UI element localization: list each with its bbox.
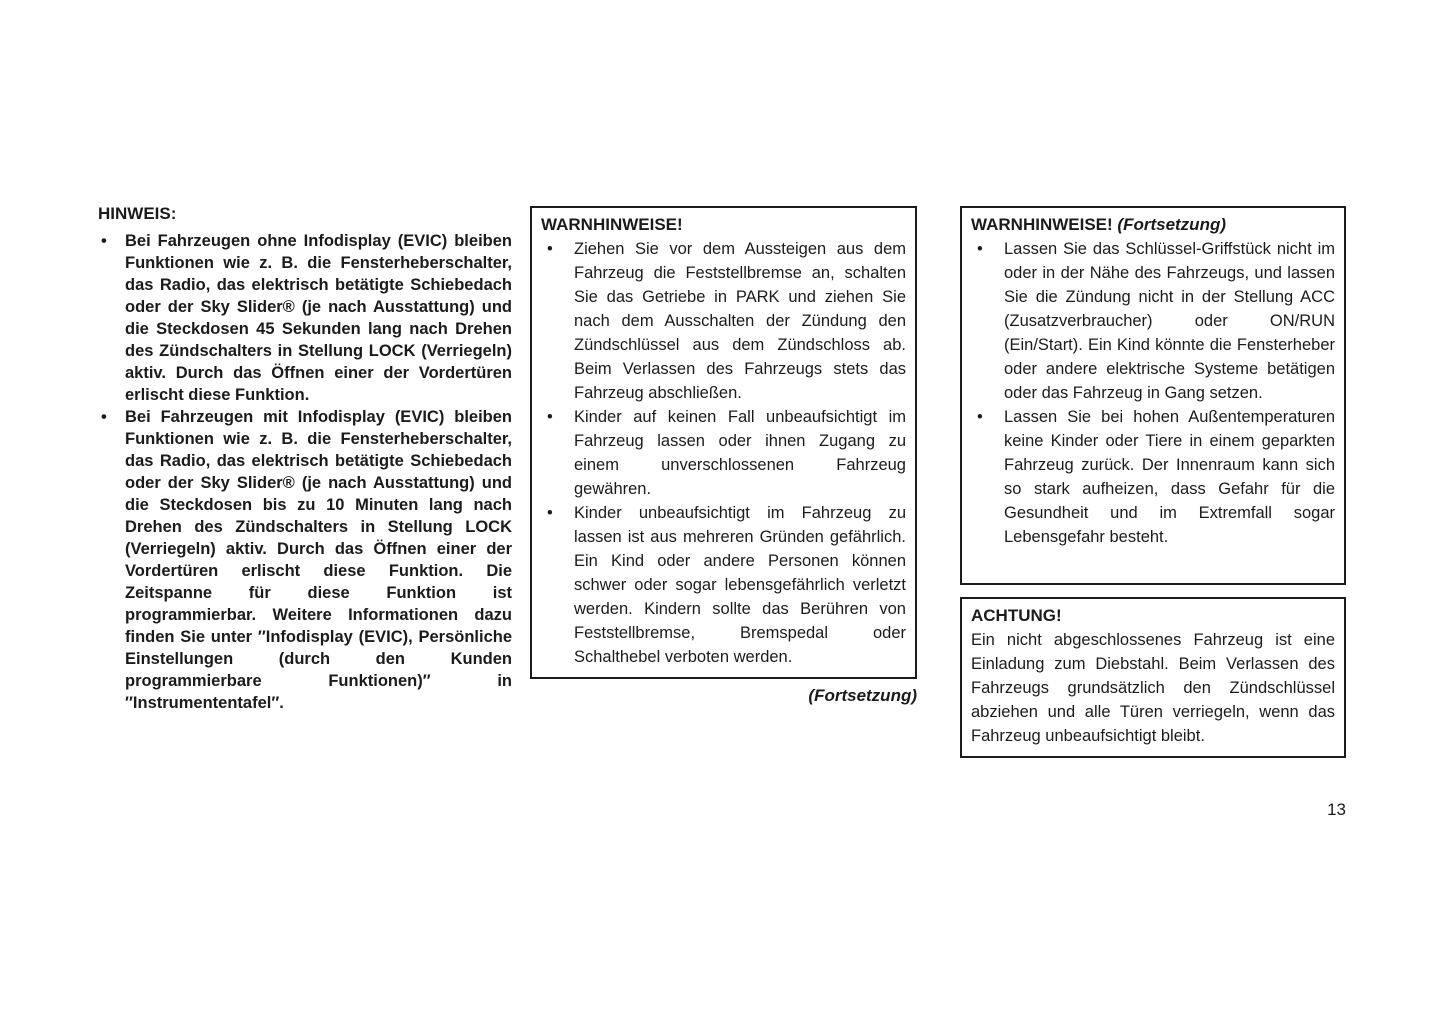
note-heading: HINWEIS: <box>98 204 177 223</box>
caution-box <box>960 597 1346 758</box>
caution-box-title: ACHTUNG! <box>971 606 1062 625</box>
warnings-continued-column <box>960 206 1346 758</box>
warning-cont-bullet-1: Lassen Sie das Schlüssel-Griffstück nicht im oder in der Nähe des Fahrzeugs, und lassen Sie die Zündung nicht in der Stellung ACC (Zusatzverbraucher) oder ON/RUN (Ein/Start). Ein Kind könnte die Fensterheber oder andere elektrische Systeme betätigen oder das Fahrzeug in Gang setzen. <box>1004 240 1335 402</box>
list-item <box>971 237 1335 405</box>
note-column <box>98 203 512 714</box>
note-bullet-2: Bei Fahrzeugen mit Infodisplay (EVIC) bleiben Funktionen wie z. B. die Fensterheberschalter, das Radio, das elektrisch betätigte Schiebedach oder der Sky Slider® (je nach Ausstattung) und die Steckdosen bis zu 10 Minuten lang nach Drehen des Zündschalters in Stellung LOCK (Verriegeln) aktiv. Durch das Öffnen einer der Vordertüren erlischt diese Funktion. Die Zeitspanne für diese Funktion ist programmierbar. Weitere Informationen dazu finden Sie unter ″Infodisplay (EVIC), Persönliche Einstellungen (durch den Kunden programmierbare Funktionen)″ in ″Instrumententafel″. <box>125 408 512 712</box>
bullet-icon: • <box>101 408 107 426</box>
warnings-column <box>530 206 917 707</box>
note-bullet-1: Bei Fahrzeugen ohne Infodisplay (EVIC) bleiben Funktionen wie z. B. die Fensterheberschalter, das Radio, das elektrisch betätigte Schiebedach oder der Sky Slider® (je nach Ausstattung) und die Steckdosen 45 Sekunden lang nach Drehen des Zündschalters in Stellung LOCK (Verriegeln) aktiv. Durch das Öffnen einer der Vordertüren erlischt diese Funktion. <box>125 232 512 404</box>
bullet-icon: • <box>547 240 553 258</box>
list-item <box>971 405 1335 549</box>
bullet-icon: • <box>547 504 553 522</box>
list-item <box>541 405 906 501</box>
warning-cont-bullet-2: Lassen Sie bei hohen Außentemperaturen keine Kinder oder Tiere in einem geparkten Fahrzeug zurück. Der Innenraum kann sich so stark aufheizen, dass Gefahr für die Gesundheit und im Extremfall sogar Lebensgefahr besteht. <box>1004 408 1335 546</box>
warnings-continued-title-suffix: (Fortsetzung) <box>1117 215 1226 234</box>
list-item <box>541 237 906 405</box>
warnings-box <box>530 206 917 679</box>
warning-bullet-2: Kinder auf keinen Fall unbeaufsichtigt im Fahrzeug lassen oder ihnen Zugang zu einem unverschlossenen Fahrzeug gewähren. <box>574 408 906 498</box>
bullet-icon: • <box>547 408 553 426</box>
warning-bullet-1: Ziehen Sie vor dem Aussteigen aus dem Fahrzeug die Feststellbremse an, schalten Sie das Getriebe in PARK und ziehen Sie nach dem Ausschalten der Zündung den Zündschlüssel aus dem Zündschloss ab. Beim Verlassen des Fahrzeugs stets das Fahrzeug abschließen. <box>574 240 906 402</box>
warnings-continued-title <box>971 213 1335 237</box>
warnings-continued-title-text: WARNHINWEISE! <box>971 215 1113 234</box>
caution-box-body: Ein nicht abgeschlossenes Fahrzeug ist eine Einladung zum Diebstahl. Beim Verlassen des Fahrzeugs grundsätzlich den Zündschlüssel abziehen und alle Türen verriegeln, wenn das Fahrzeug unbeaufsichtigt bleibt. <box>971 631 1335 745</box>
list-item <box>98 406 512 714</box>
page-number: 13 <box>1327 800 1346 819</box>
list-item <box>541 501 906 669</box>
warnings-continued-box <box>960 206 1346 585</box>
bullet-icon: • <box>977 240 983 258</box>
warning-bullet-3: Kinder unbeaufsichtigt im Fahrzeug zu lassen ist aus mehreren Gründen gefährlich. Ein Kind oder andere Personen können schwer oder sogar lebensgefährlich verletzt werden. Kindern sollte das Berühren von Feststellbremse, Bremspedal oder Schalthebel verboten werden. <box>574 504 906 666</box>
list-item <box>98 230 512 406</box>
warnings-box-title: WARNHINWEISE! <box>541 215 683 234</box>
continuation-note: (Fortsetzung) <box>808 686 917 705</box>
bullet-icon: • <box>977 408 983 426</box>
bullet-icon: • <box>101 232 107 250</box>
